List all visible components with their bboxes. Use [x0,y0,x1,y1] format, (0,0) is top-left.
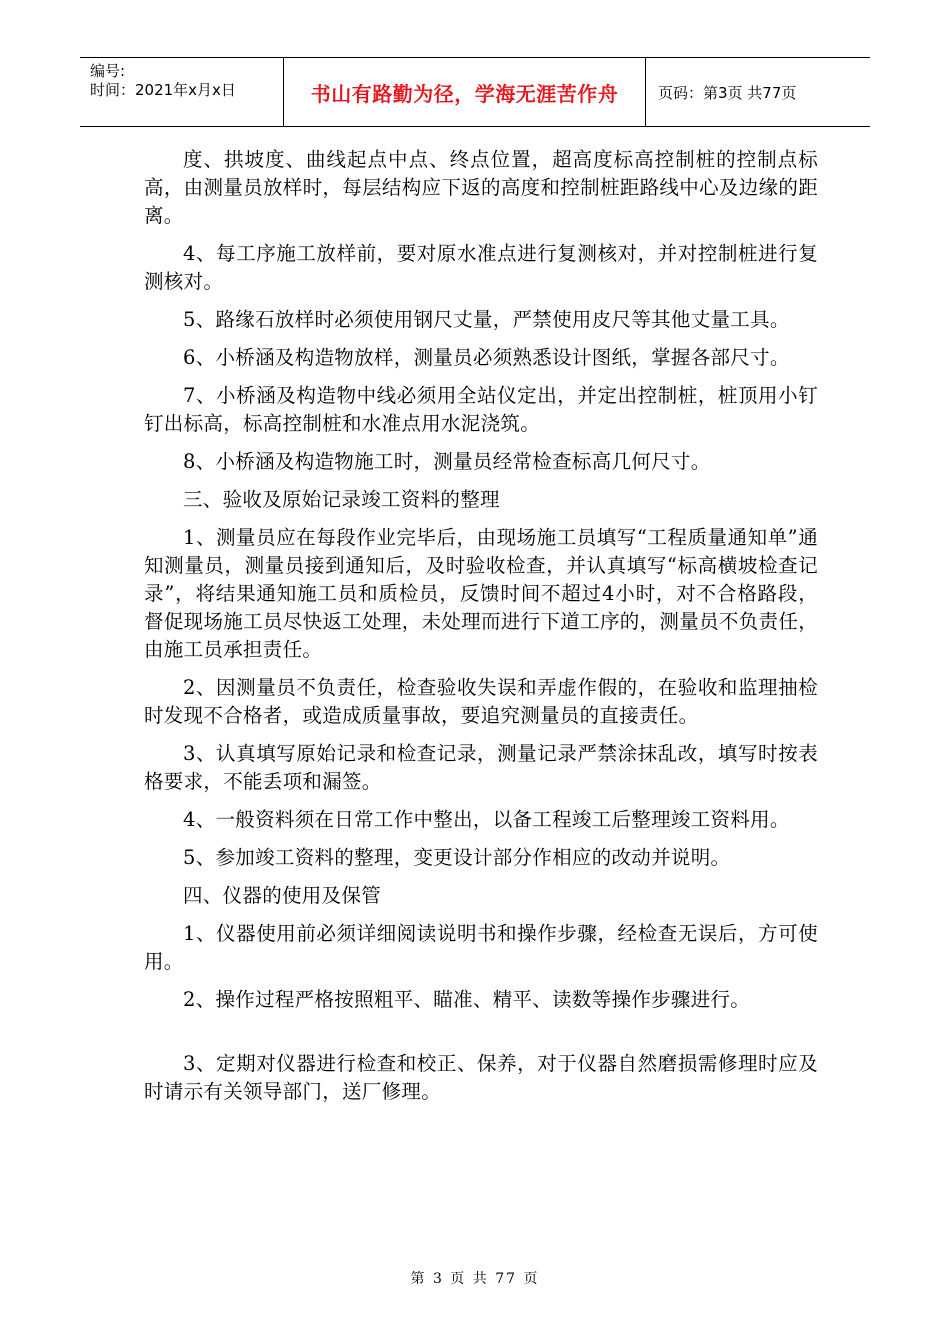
paragraph: 4、每工序施工放样前，要对原水准点进行复测核对，并对控制桩进行复测核对。 [144,242,818,293]
paragraph: 7、小桥涵及构造物中线必须用全站仪定出，并定出控制桩，桩顶用小钉钉出标高，标高控制桩和水准点用水泥浇筑。 [144,384,818,435]
paragraph: 3、认真填写原始记录和检查记录，测量记录严禁涂抹乱改，填写时按表格要求，不能丢项和漏签。 [144,742,818,793]
section-heading: 三、验收及原始记录竣工资料的整理 [183,488,500,511]
paragraph: 2、因测量员不负责任，检查验收失误和弄虚作假的，在验收和监理抽检时发现不合格者，或造成质量事故，要追究测量员的直接责任。 [144,676,818,727]
header-motto: 书山有路勤为径，学海无涯苦作舟 [283,58,646,126]
header-page-info: 页码：第3页 共77页 [658,83,797,102]
paragraph: 1、测量员应在每段作业完毕后，由现场施工员填写“工程质量通知单”通知测量员，测量员接到通知后，及时验收检查，并认真填写“标高横坡检查记录”，将结果通知施工员和质检员，反馈时间不超过4小时，对不合格路段，督促现场施工员尽快返工处理，未处理而进行下道工序的，测量员不负责任，由施工员承担责任。 [144,526,818,661]
paragraph: 6、小桥涵及构造物放样，测量员必须熟悉设计图纸，掌握各部尺寸。 [183,346,790,369]
paragraph: 3、定期对仪器进行检查和校正、保养，对于仪器自然磨损需修理时应及时请示有关领导部门，送厂修理。 [144,1052,818,1103]
header-meta [80,58,283,126]
paragraph: 5、路缘石放样时必须使用钢尺丈量，严禁使用皮尺等其他丈量工具。 [183,308,790,331]
document-body [144,146,818,1106]
paragraph: 8、小桥涵及构造物施工时，测量员经常检查标高几何尺寸。 [183,450,711,473]
doc-number-label: 编号: [90,62,126,80]
paragraph: 4、一般资料须在日常工作中整出，以备工程竣工后整理竣工资料用。 [183,808,790,831]
page-header [80,57,870,127]
page-footer: 第 3 页 共 77 页 [410,1271,540,1287]
paragraph: 度、拱坡度、曲线起点中点、终点位置，超高度标高控制桩的控制点标高，由测量员放样时，每层结构应下返的高度和控制桩距路线中心及边缘的距离。 [144,148,818,227]
date-label: 时间：2021年x月x日 [90,81,236,99]
section-heading: 四、仪器的使用及保管 [183,884,382,907]
paragraph: 2、操作过程严格按照粗平、瞄准、精平、读数等操作步骤进行。 [183,988,751,1011]
paragraph: 5、参加竣工资料的整理，变更设计部分作相应的改动并说明。 [183,846,731,869]
paragraph: 1、仪器使用前必须详细阅读说明书和操作步骤，经检查无误后，方可使用。 [144,922,818,973]
